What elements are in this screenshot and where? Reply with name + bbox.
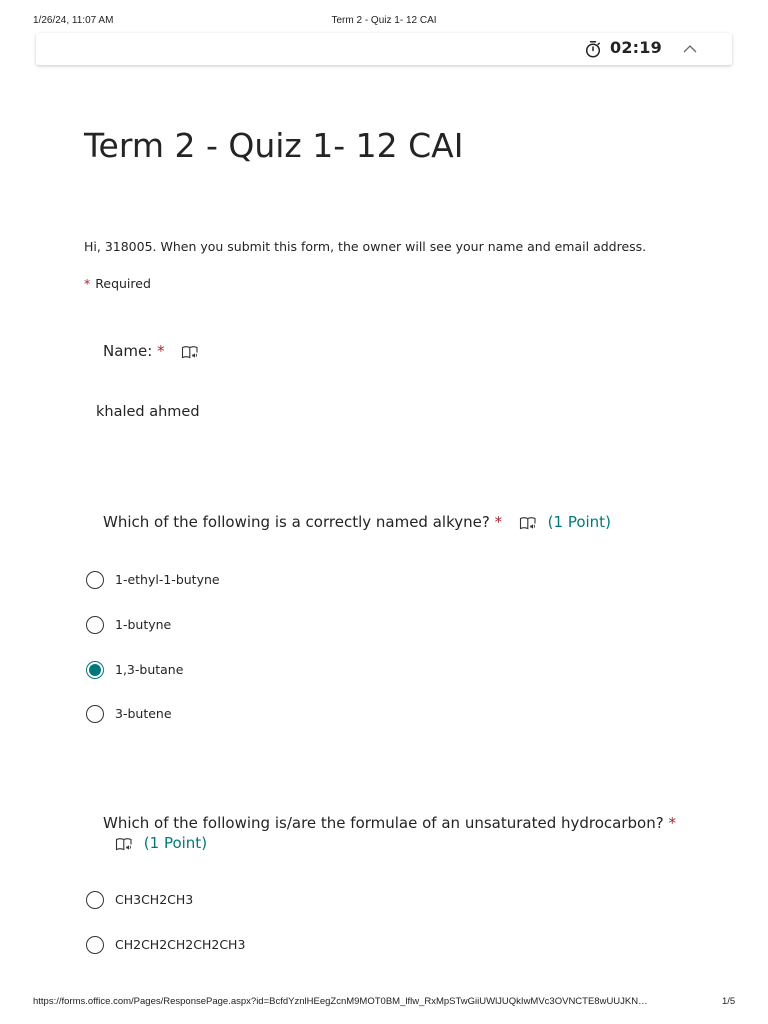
name-answer[interactable]: khaled ahmed <box>96 404 200 420</box>
timer-value: 02:19 <box>610 38 662 57</box>
immersive-reader-icon[interactable] <box>181 344 199 360</box>
stopwatch-icon <box>584 40 602 58</box>
print-page-number: 1/5 <box>722 996 736 1007</box>
immersive-reader-icon[interactable] <box>115 836 133 852</box>
question-3-title <box>103 814 676 832</box>
required-star: * <box>668 814 676 832</box>
question-name-title <box>103 342 199 360</box>
points-label: (1 Point) <box>143 834 208 852</box>
radio-button[interactable] <box>86 571 104 589</box>
required-star: * <box>84 276 91 291</box>
timer-bar <box>36 33 732 65</box>
chevron-up-icon[interactable] <box>682 42 698 56</box>
radio-button[interactable] <box>86 705 104 723</box>
print-header <box>0 15 768 29</box>
radio-button[interactable] <box>86 891 104 909</box>
radio-button-selected[interactable] <box>86 661 104 679</box>
required-star: * <box>494 513 503 531</box>
option-label: 1,3-butane <box>115 662 184 677</box>
required-label: Required <box>95 276 151 291</box>
option-label: 3-butene <box>115 706 172 721</box>
question-2-title <box>103 513 611 531</box>
question-text: Name: <box>103 342 153 360</box>
question-text: Which of the following is a correctly named alkyne? <box>103 513 490 531</box>
print-url: https://forms.office.com/Pages/ResponsePage.aspx?id=BcfdYznlHEegZcnM9MOT0BM_lflw_RxMpSTwGiiUWlJUQkIwMVc3OVNCTE8wUUJKN… <box>33 996 648 1007</box>
required-star: * <box>157 342 165 360</box>
option-label: CH2CH2CH2CH2CH3 <box>115 937 246 952</box>
points-label: (1 Point) <box>547 513 611 531</box>
option-label: 1-ethyl-1-butyne <box>115 572 220 587</box>
form-info-text: Hi, 318005. When you submit this form, the owner will see your name and email address. <box>84 239 647 254</box>
radio-button[interactable] <box>86 936 104 954</box>
form-title: Term 2 - Quiz 1- 12 CAI <box>84 126 464 165</box>
question-3-meta <box>115 834 207 852</box>
print-page-title: Term 2 - Quiz 1- 12 CAI <box>331 15 437 26</box>
print-footer <box>0 996 768 1010</box>
print-datetime: 1/26/24, 11:07 AM <box>33 15 114 26</box>
radio-button[interactable] <box>86 616 104 634</box>
required-note <box>84 276 151 291</box>
option-label: CH3CH2CH3 <box>115 892 194 907</box>
immersive-reader-icon[interactable] <box>519 515 537 531</box>
option-label: 1-butyne <box>115 617 172 632</box>
question-text: Which of the following is/are the formulae of an unsaturated hydrocarbon? <box>103 814 664 832</box>
